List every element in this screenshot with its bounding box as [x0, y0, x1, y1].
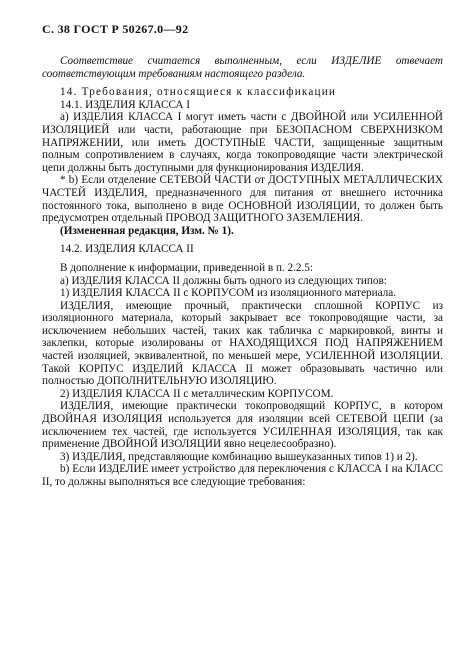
section-14-heading: 14. Требования, относящиеся к классификации	[60, 86, 337, 99]
page-header: С. 38 ГОСТ Р 50267.0—92	[42, 22, 189, 36]
section-14-2-b: b) Если ИЗДЕЛИЕ имеет устройство для переключения с КЛАССА I на КЛАСС II, то должны выполняться все следующие требования:	[42, 463, 443, 488]
section-14-1-heading: 14.1. ИЗДЕЛИЯ КЛАССА I	[60, 98, 190, 111]
compliance-statement: Соответствие считается выполненным, если ИЗДЕЛИЕ отвечает соответствующим требованиям настоящего раздела.	[42, 55, 443, 80]
section-14-2-intro: В дополнение к информации, приведенной в п. 2.2.5:	[60, 261, 314, 274]
section-14-2-heading: 14.2. ИЗДЕЛИЯ КЛАССА II	[60, 243, 194, 256]
type-2-heading: 2) ИЗДЕЛИЯ КЛАССА II с металлическим КОРПУСОМ.	[60, 387, 334, 400]
section-14-1-a: а) ИЗДЕЛИЯ КЛАССА I могут иметь части с ДВОЙНОЙ или УСИЛЕННОЙ ИЗОЛЯЦИЕЙ или части, работающие при БЕЗОПАСНОМ СВЕРХНИЗКОМ НАПРЯЖЕНИИ, или иметь ДОСТУПНЫЕ ЧАСТИ, защищенные защитным полным сопротивлением в случаях, когда токопроводящие части электрической цепи должны быть доступными для функционирования ИЗДЕЛИЯ.	[42, 111, 443, 174]
type-1-heading: 1) ИЗДЕЛИЯ КЛАССА II с КОРПУСОМ из изоляционного материала.	[60, 287, 397, 300]
type-2-description: ИЗДЕЛИЯ, имеющие практически токопроводящий КОРПУС, в котором ДВОЙНАЯ ИЗОЛЯЦИЯ используется для изоляции всей СЕТЕВОЙ ЦЕПИ (за исключением тех частей, где используется УСИЛЕННАЯ ИЗОЛЯЦИЯ, так как применение ДВОЙНОЙ ИЗОЛЯЦИИ явно нецелесообразно).	[42, 400, 443, 451]
type-1-description: ИЗДЕЛИЯ, имеющие прочный, практически сплошной КОРПУС из изоляционного материала, который закрывает все токопроводящие части, за исключением небольших частей, таких как табличка с маркировкой, винты и заклепки, которые изолированы от НАХОДЯЩИХСЯ ПОД НАПРЯЖЕНИЕМ частей изоляцией, эквивалентной, по меньшей мере, УСИЛЕННОЙ ИЗОЛЯЦИИ. Такой КОРПУС ИЗДЕЛИЙ КЛАССА II может образовывать частично или полностью ДОПОЛНИТЕЛЬНУЮ ИЗОЛЯЦИЮ.	[42, 299, 443, 388]
amendment-note: (Измененная редакция, Изм. № 1).	[60, 224, 234, 237]
section-14-2-a: а) ИЗДЕЛИЯ КЛАССА II должны быть одного из следующих типов:	[60, 274, 387, 287]
type-3-heading: 3) ИЗДЕЛИЯ, представляющие комбинацию вышеуказанных типов 1) и 2).	[60, 450, 418, 463]
section-14-1-b: * b) Если отделение СЕТЕВОЙ ЧАСТИ от ДОСТУПНЫХ МЕТАЛЛИЧЕСКИХ ЧАСТЕЙ ИЗДЕЛИЯ, предназначенного для питания от внешнего источника постоянного тока, выполнено в виде ОСНОВНОЙ ИЗОЛЯЦИИ, то должен быть предусмотрен отдельный ПРОВОД ЗАЩИТНОГО ЗАЗЕМЛЕНИЯ.	[42, 174, 443, 225]
